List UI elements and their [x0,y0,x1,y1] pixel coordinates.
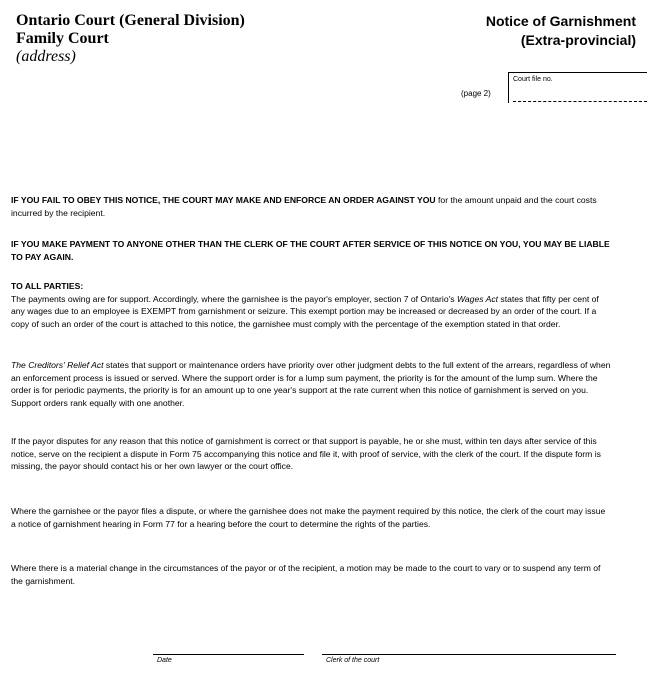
court-name: Ontario Court (General Division) [16,12,245,29]
creditors-relief-text: states that support or maintenance orders have priority over other judgment debts to the full extent of the arrears, regardless of when an enforcement process is issued or served. Where the support order is for a lump sum payment, the priority is for the amount of the lump sum. Where the order is for periodic payments, the priority is for an amount up to one year's support at the rate current when this notice of garnishment is served on you. Support orders rank equally with one another. [11,360,611,408]
material-change-paragraph: Where there is a material change in the circumstances of the payor or of the recipient, a motion may be made to the court to vary or to suspend any term of the garnishment. [11,563,601,586]
form-title-sub: (Extra-provincial) [520,32,636,48]
all-parties-heading: TO ALL PARTIES: [11,281,84,291]
wages-act-text-a: The payments owing are for support. Accordingly, where the garnishee is the payor's employer, section 7 of Ontario's [11,293,457,304]
clerk-signature-line[interactable] [322,654,616,655]
creditors-relief-title: The Creditors' Relief Act [11,360,104,370]
court-address: (address) [16,48,76,65]
court-file-line [513,101,647,102]
warning-failure-paragraph [11,194,611,219]
warning-failure-bold: IF YOU FAIL TO OBEY THIS NOTICE, THE COURT MAY MAKE AND ENFORCE AN ORDER AGAINST YOU [11,195,436,205]
warning-failure-rest: for the amount unpaid and the court costs incurred by the recipient. [11,195,597,218]
hearing-paragraph: Where the garnishee or the payor files a dispute, or where the garnishee does not make the payment required by this notice, the clerk of the court may issue a notice of garnishment hearing in Form 77 for a hearing before the court to determine the rights of the parties. [11,506,606,529]
date-signature-line[interactable] [153,654,304,655]
wages-act-text-b: states that fifty per cent of any wages due to an employee is EXEMPT from garnishment or seizure. This exempt portion may be increased or decreased by an order of the court. If a copy of such an order of the court is attached to this notice, the garnishee must comply with the percentage of the exemption stated in that order. [11,293,599,329]
creditors-relief-paragraph [11,359,611,409]
court-header [16,12,245,66]
court-file-number-field[interactable] [508,72,647,103]
clerk-label: Clerk of the court [326,657,380,664]
all-parties-paragraph [11,280,611,330]
court-branch: Family Court [16,30,109,47]
date-label: Date [157,657,172,664]
form-title-main: Notice of Garnishment [485,13,636,29]
form-title [486,12,636,50]
page-number: (page 2) [461,89,491,98]
wages-act-title: Wages Act [456,293,499,304]
warning-payment-paragraph: IF YOU MAKE PAYMENT TO ANYONE OTHER THAN THE CLERK OF THE COURT AFTER SERVICE OF THIS NOTICE ON YOU, YOU MAY BE LIABLE TO PAY AGAIN. [11,239,610,262]
court-file-label: Court file no. [513,76,553,83]
dispute-paragraph: If the payor disputes for any reason that this notice of garnishment is correct or that support is payable, he or she must, within ten days after service of this notice, serve on the recipient a dispute in Form 75 accompanying this notice and file it, with proof of service, with the clerk of the court. If the dispute form is missing, the payor should contact his or her own lawyer or the court office. [11,436,601,471]
